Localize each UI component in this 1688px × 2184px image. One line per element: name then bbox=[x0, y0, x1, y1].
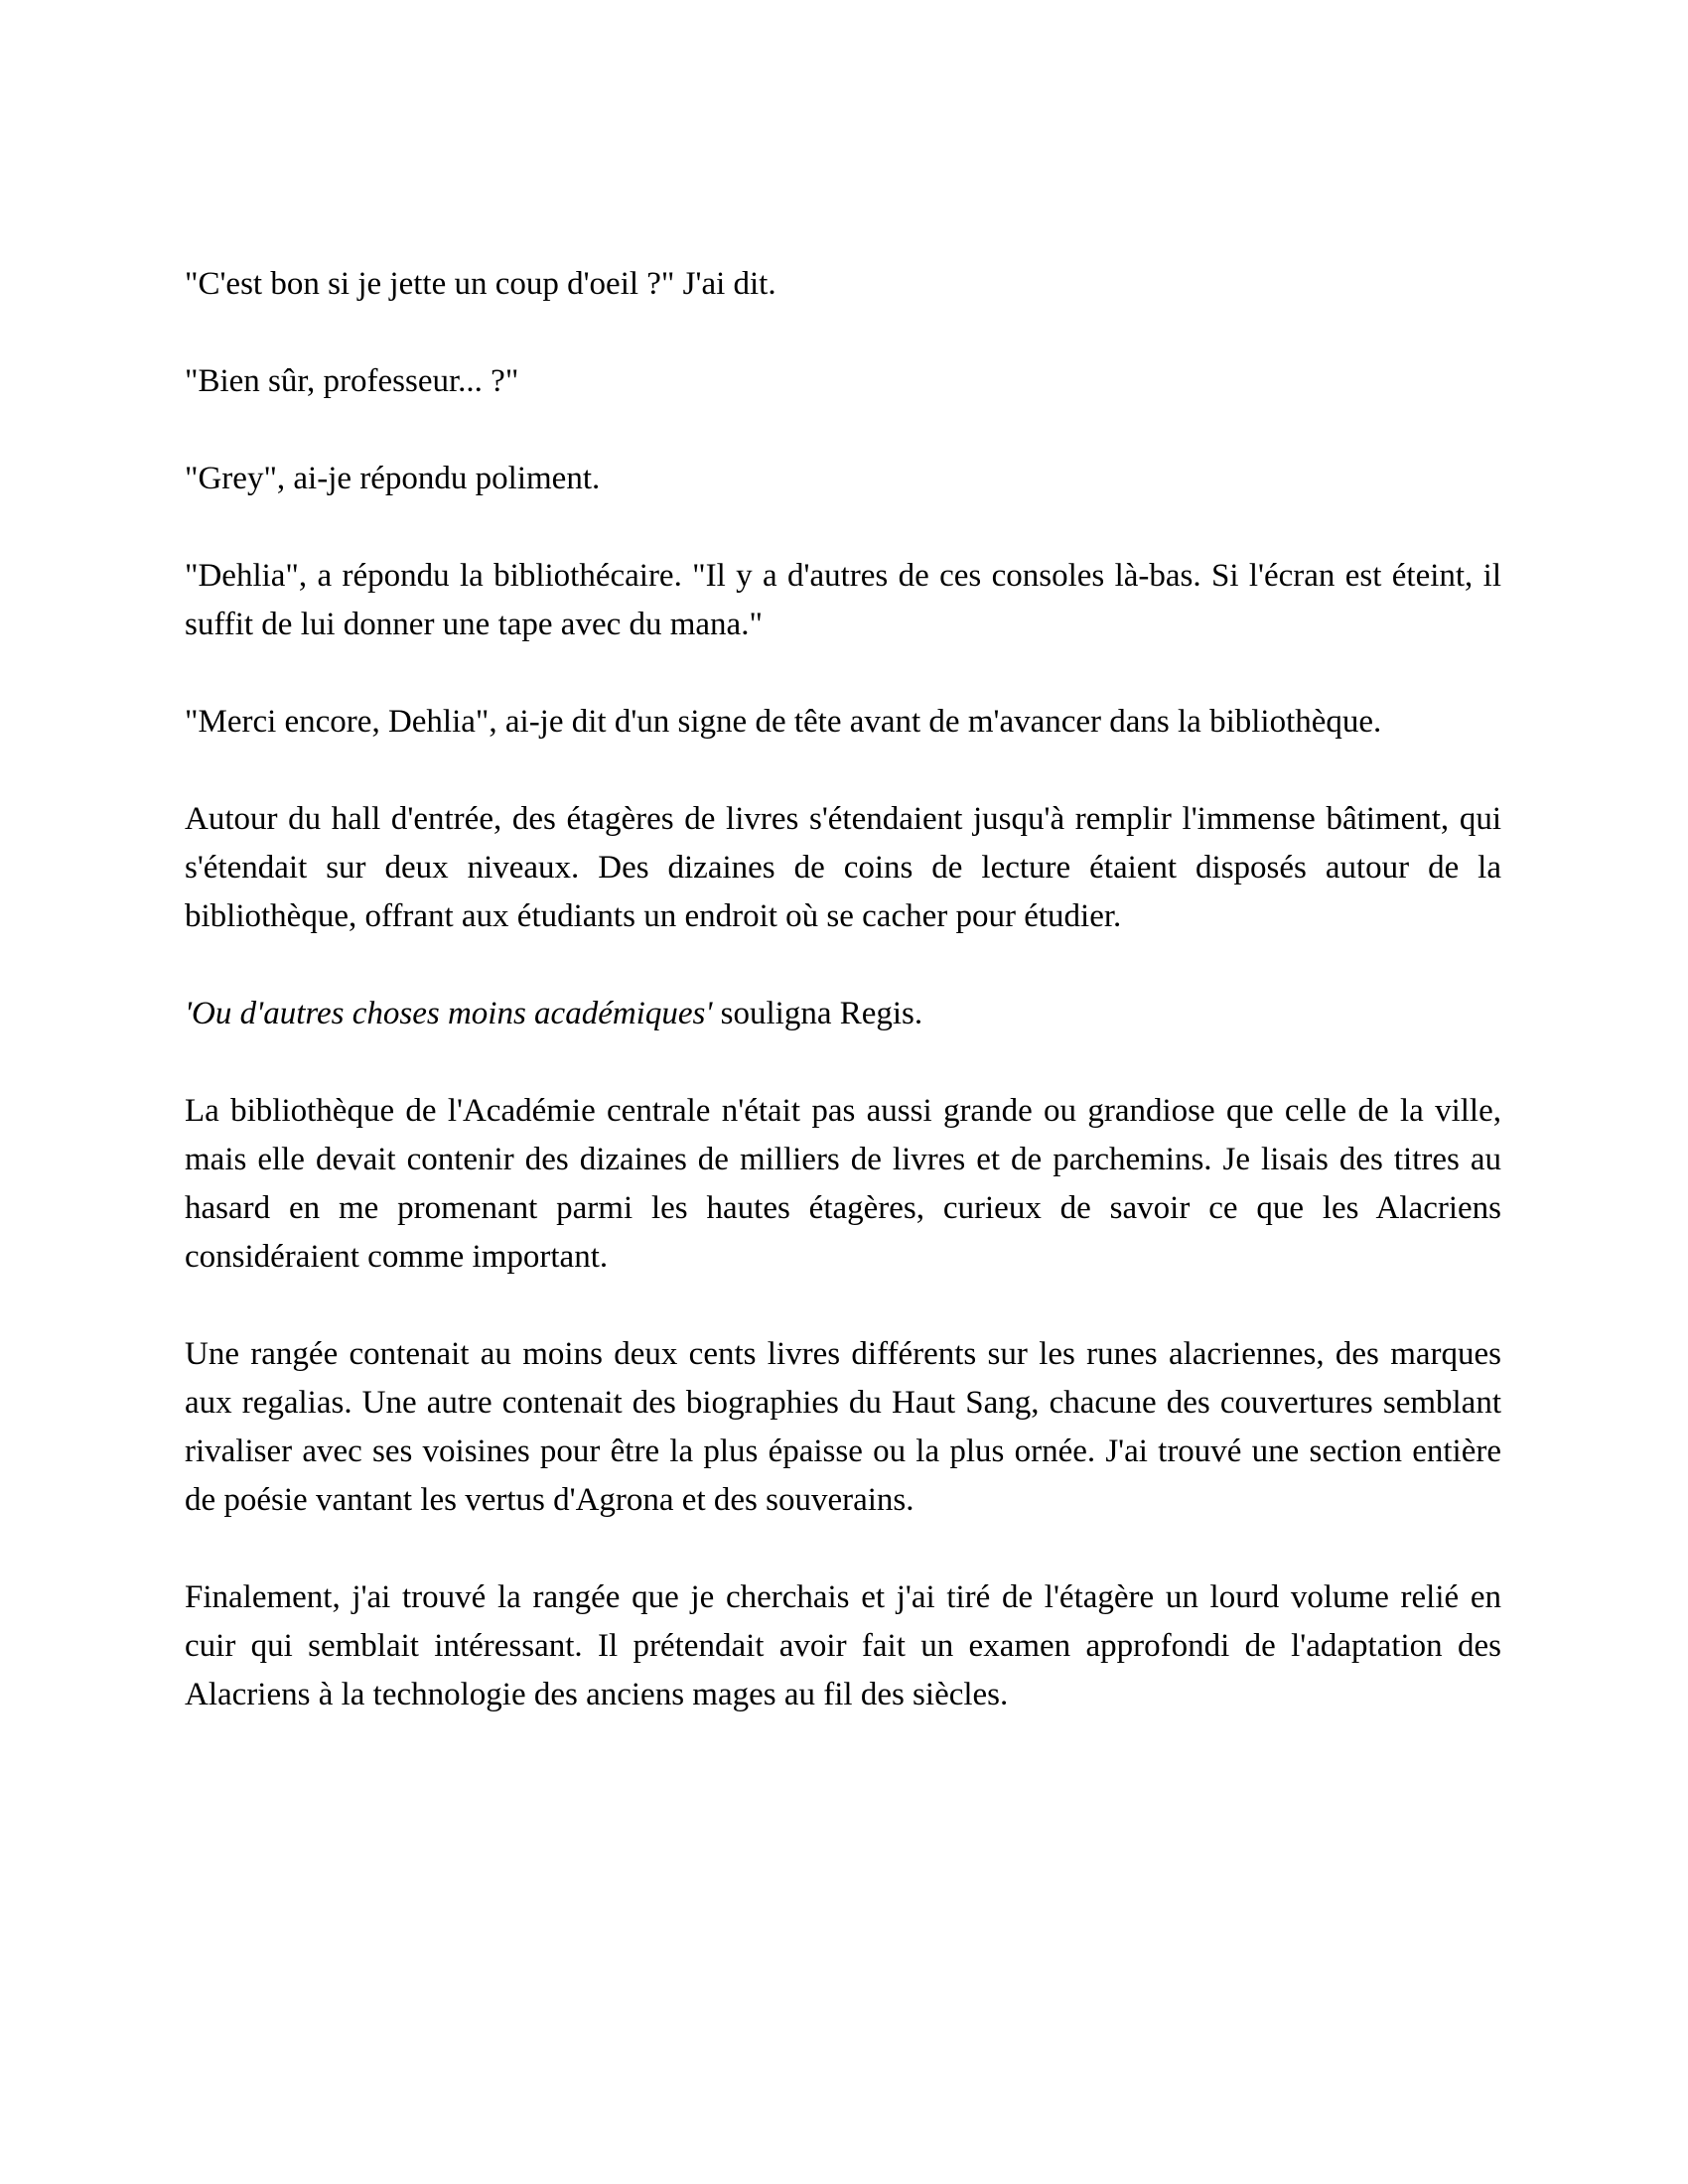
paragraph-dialogue: "Merci encore, Dehlia", ai-je dit d'un signe de tête avant de m'avancer dans la bibliothèque. bbox=[185, 704, 1382, 740]
dialogue-attribution: souligna Regis. bbox=[712, 996, 923, 1031]
paragraph-dialogue: "Grey", ai-je répondu poliment. bbox=[185, 461, 601, 496]
paragraph-narrative: Finalement, j'ai trouvé la rangée que je cherchais et j'ai tiré de l'étagère un lourd volume relié en cuir qui semblait intéressant. Il prétendait avoir fait un examen approfondi de l'adaptation des Alacriens à la technologie des anciens mages au fil des siècles. bbox=[185, 1579, 1501, 1712]
paragraph-dialogue: "C'est bon si je jette un coup d'oeil ?" J'ai dit. bbox=[185, 266, 776, 302]
paragraph-narrative: La bibliothèque de l'Académie centrale n'était pas aussi grande ou grandiose que celle de la ville, mais elle devait contenir des dizaines de milliers de livres et de parchemins. Je lisais des titres au hasard en me promenant parmi les hautes étagères, curieux de savoir ce que les Alacriens considéraient comme important. bbox=[185, 1093, 1501, 1275]
paragraph-dialogue: "Dehlia", a répondu la bibliothécaire. "Il y a d'autres de ces consoles là-bas. Si l'écran est éteint, il suffit de lui donner une tape avec du mana." bbox=[185, 558, 1501, 642]
paragraph-mixed bbox=[185, 990, 1501, 1038]
inner-monologue-italic: 'Ou d'autres choses moins académiques' bbox=[185, 996, 713, 1031]
paragraph-narrative: Autour du hall d'entrée, des étagères de livres s'étendaient jusqu'à remplir l'immense bâtiment, qui s'étendait sur deux niveaux. Des dizaines de coins de lecture étaient disposés autour de la bibliothèque, offrant aux étudiants un endroit où se cacher pour étudier. bbox=[185, 801, 1501, 934]
paragraph-dialogue: "Bien sûr, professeur... ?" bbox=[185, 363, 519, 399]
paragraph-narrative: Une rangée contenait au moins deux cents livres différents sur les runes alacriennes, des marques aux regalias. Une autre contenait des biographies du Haut Sang, chacune des couvertures semblant rivaliser avec ses voisines pour être la plus épaisse ou la plus ornée. J'ai trouvé une section entière de poésie vantant les vertus d'Agrona et des souverains. bbox=[185, 1336, 1501, 1518]
page-text-block bbox=[185, 260, 1501, 1768]
